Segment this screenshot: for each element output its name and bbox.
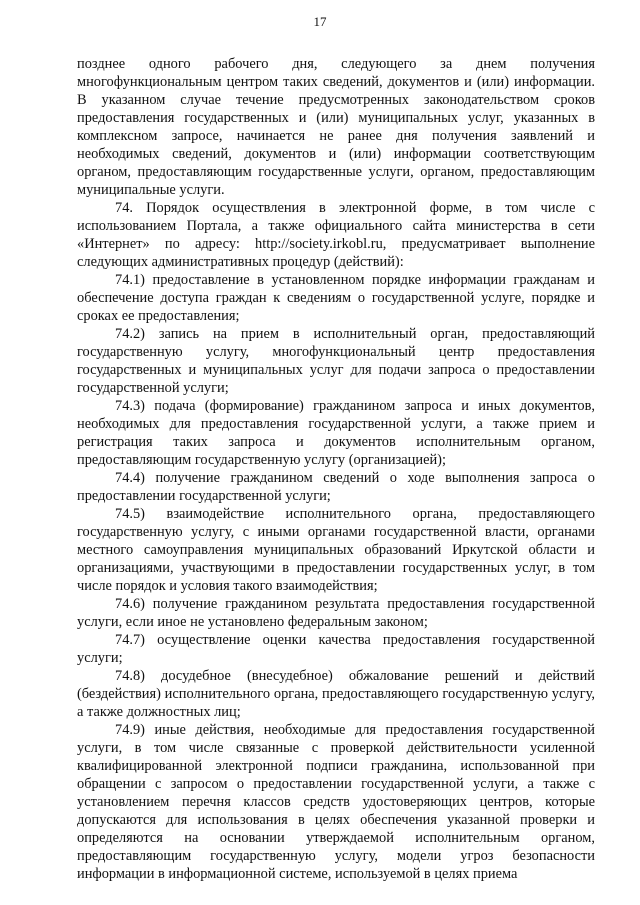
page-number: 17 [313, 14, 327, 29]
document-body [77, 55, 595, 883]
paragraph-74-5: 74.5) взаимодействие исполнительного органа, предоставляющего государственную услугу, с иными органами государственной власти, органами местного самоуправления муниципальных образований Иркутской области и организациями, участвующими в предоставлении государственных услуг, в том числе порядок и условия такого взаимодействия; [77, 506, 595, 594]
paragraph-74: 74. Порядок осуществления в электронной форме, в том числе с использованием Портала, а также официального сайта министерства в сети «Интернет» по адресу: http://society.irkobl.ru, предусматривает выполнение следующих административных процедур (действий): [77, 200, 595, 270]
paragraph-74-1: 74.1) предоставление в установленном порядке информации гражданам и обеспечение доступа граждан к сведениям о государственной услуге, порядке и сроках ее предоставления; [77, 272, 595, 324]
paragraph-74-8: 74.8) досудебное (внесудебное) обжалование решений и действий (бездействия) исполнительного органа, предоставляющего государственную услугу, а также должностных лиц; [77, 668, 595, 720]
paragraph-continuation: позднее одного рабочего дня, следующего за днем получения многофункциональным центром таких сведений, документов и (или) информации. В указанном случае течение предусмотренных законодательством сроков предоставления государственных и (или) муниципальных услуг, указанных в комплексном запросе, начинается не ранее дня получения заявлений и необходимых сведений, документов и (или) информации соответствующим органом, предоставляющим государственные услуги, органом, предоставляющим муниципальные услуги. [77, 56, 595, 198]
paragraph-74-9: 74.9) иные действия, необходимые для предоставления государственной услуги, в том числе связанные с проверкой действительности усиленной квалифицированной электронной подписи гражданина, использованной при обращении с запросом о предоставлении государственной услуги, а также с установлением перечня классов средств удостоверяющих центров, которые допускаются для использования в целях обеспечения указанной проверки и определяются на основании утверждаемой исполнительным органом, предоставляющим государственную услугу, модели угроз безопасности информации в информационной системе, используемой в целях приема [77, 722, 595, 882]
paragraph-74-2: 74.2) запись на прием в исполнительный орган, предоставляющий государственную услугу, многофункциональный центр предоставления государственных и муниципальных услуг для подачи запроса о предоставлении государственной услуги; [77, 326, 595, 396]
paragraph-74-6: 74.6) получение гражданином результата предоставления государственной услуги, если иное не установлено федеральным законом; [77, 596, 595, 630]
paragraph-74-3: 74.3) подача (формирование) гражданином запроса и иных документов, необходимых для предоставления государственной услуги, а также прием и регистрация таких запроса и документов исполнительным органом, предоставляющим государственную услугу (организацией); [77, 398, 595, 468]
paragraph-74-7: 74.7) осуществление оценки качества предоставления государственной услуги; [77, 632, 595, 666]
paragraph-74-4: 74.4) получение гражданином сведений о ходе выполнения запроса о предоставлении государственной услуги; [77, 470, 595, 504]
